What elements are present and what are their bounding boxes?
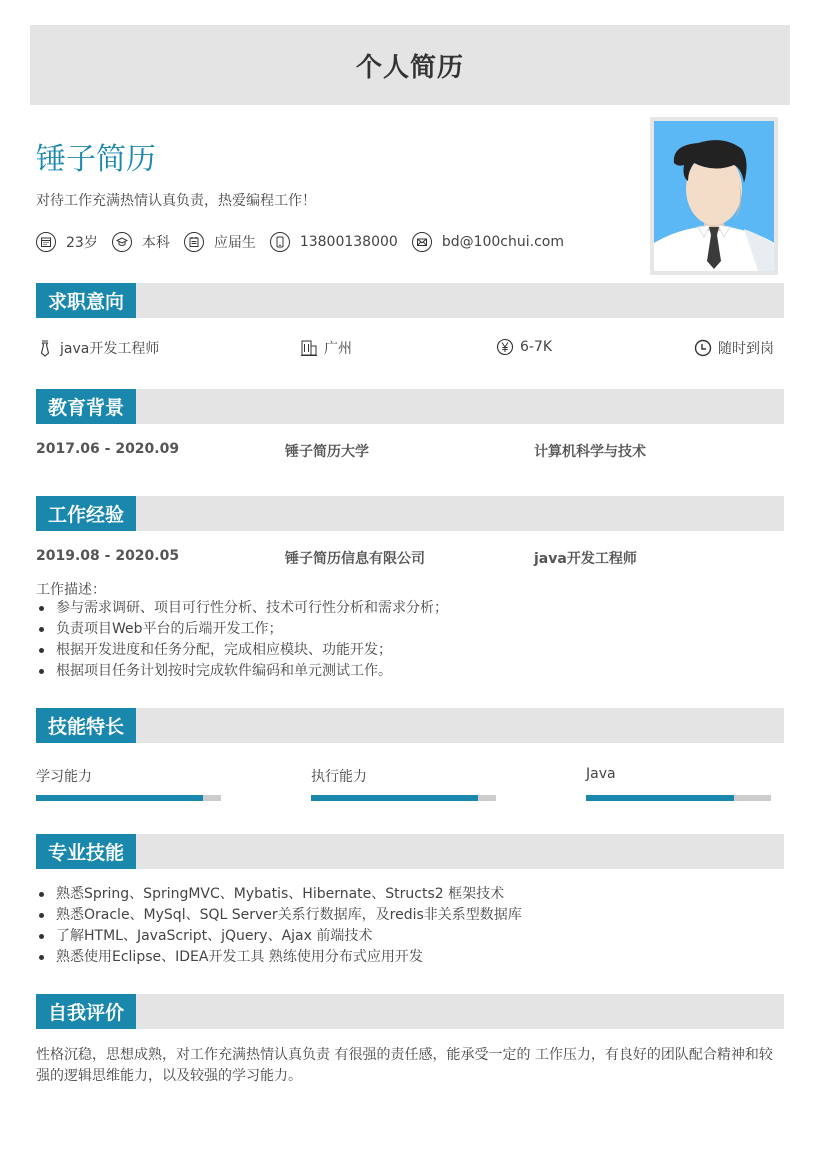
section-header-intent	[36, 283, 784, 318]
section-header-skills	[36, 708, 784, 743]
section-title-skills: 技能特长	[36, 708, 136, 743]
resume-title-bar	[30, 25, 790, 105]
section-header-education	[36, 389, 784, 424]
work-company: 锤子简历信息有限公司	[285, 551, 425, 567]
section-title-education: 教育背景	[36, 389, 136, 424]
section-header-work	[36, 496, 784, 531]
intent-availability-text: 随时到岗	[718, 341, 774, 357]
skill-execution	[311, 766, 496, 786]
mail-icon	[412, 232, 432, 252]
info-phone	[270, 232, 398, 252]
section-title-intent: 求职意向	[36, 283, 136, 318]
section-header-professional	[36, 834, 784, 869]
skill-bar-track	[311, 795, 496, 801]
education-major: 计算机科学与技术	[534, 444, 646, 460]
intent-city-text: 广州	[324, 341, 352, 357]
intent-salary-text: 6-7K	[520, 339, 553, 355]
intent-city	[300, 338, 352, 358]
list-item: 根据开发进度和任务分配，完成相应模块、功能开发；	[36, 640, 448, 661]
work-period: 2019.08 - 2020.05	[36, 548, 180, 564]
building-icon	[300, 339, 318, 357]
work-description-label: 工作描述：	[36, 582, 106, 598]
skill-java	[586, 766, 771, 786]
skill-bar-track	[586, 795, 771, 801]
skill-bar-track	[36, 795, 221, 801]
work-position: java开发工程师	[534, 551, 637, 567]
education-period: 2017.06 - 2020.09	[36, 441, 180, 457]
intent-position-text: java开发工程师	[60, 341, 160, 357]
info-email	[412, 232, 564, 252]
intent-position	[36, 338, 159, 358]
candidate-motto: 对待工作充满热情认真负责，热爱编程工作！	[36, 193, 316, 209]
candidate-name: 锤子简历	[36, 142, 156, 177]
info-age-text: 23岁	[66, 235, 98, 251]
work-description-list	[36, 598, 448, 682]
skill-learning	[36, 766, 221, 786]
phone-icon	[270, 232, 290, 252]
education-school: 锤子简历大学	[285, 444, 369, 460]
skill-bar-fill	[586, 795, 734, 801]
list-item: 熟悉Spring、SpringMVC、Mybatis、Hibernate、Structs2 框架技术	[36, 884, 522, 905]
skill-label: 学习能力	[36, 769, 92, 785]
intent-salary	[496, 338, 552, 356]
info-degree-text: 本科	[141, 235, 170, 251]
info-phone-text: 13800138000	[299, 234, 398, 250]
avatar-illustration	[654, 121, 774, 271]
section-title-work: 工作经验	[36, 496, 136, 531]
resume-title: 个人简历	[355, 52, 464, 83]
list-item: 了解HTML、JavaScript、jQuery、Ajax 前端技术	[36, 926, 522, 947]
list-item: 参与需求调研、项目可行性分析、技术可行性分析和需求分析；	[36, 598, 448, 619]
self-evaluation-text: 性格沉稳，思想成熟，对工作充满热情认真负责 有很强的责任感，能承受一定的 工作压力，有良好的团队配合精神和较强的逻辑思维能力，以及较强的学习能力。	[36, 1047, 773, 1084]
tie-icon	[36, 339, 54, 357]
section-title-evaluation: 自我评价	[36, 994, 136, 1029]
yen-icon	[496, 338, 514, 356]
info-age	[36, 232, 98, 252]
calendar-icon	[36, 232, 56, 252]
intent-availability	[694, 338, 774, 358]
info-degree	[112, 232, 170, 252]
status-icon	[184, 232, 204, 252]
avatar	[650, 117, 778, 275]
list-item: 熟悉Oracle、MySql、SQL Server关系行数据库，及redis非关系型数据库	[36, 905, 522, 926]
info-status-text: 应届生	[213, 235, 256, 251]
graduation-cap-icon	[112, 232, 132, 252]
job-intent-row	[36, 338, 776, 360]
skill-bar-fill	[311, 795, 478, 801]
skill-label: Java	[586, 766, 616, 782]
skill-label: 执行能力	[311, 769, 367, 785]
info-status	[184, 232, 256, 252]
basic-info-row	[36, 232, 578, 252]
list-item: 熟悉使用Eclipse、IDEA开发工具 熟练使用分布式应用开发	[36, 947, 522, 968]
professional-skills-list	[36, 884, 522, 968]
list-item: 根据项目任务计划按时完成软件编码和单元测试工作。	[36, 661, 448, 682]
skill-bar-fill	[36, 795, 203, 801]
clock-icon	[694, 339, 712, 357]
info-email-text: bd@100chui.com	[441, 234, 564, 250]
section-header-evaluation	[36, 994, 784, 1029]
section-title-professional: 专业技能	[36, 834, 136, 869]
list-item: 负责项目Web平台的后端开发工作；	[36, 619, 448, 640]
